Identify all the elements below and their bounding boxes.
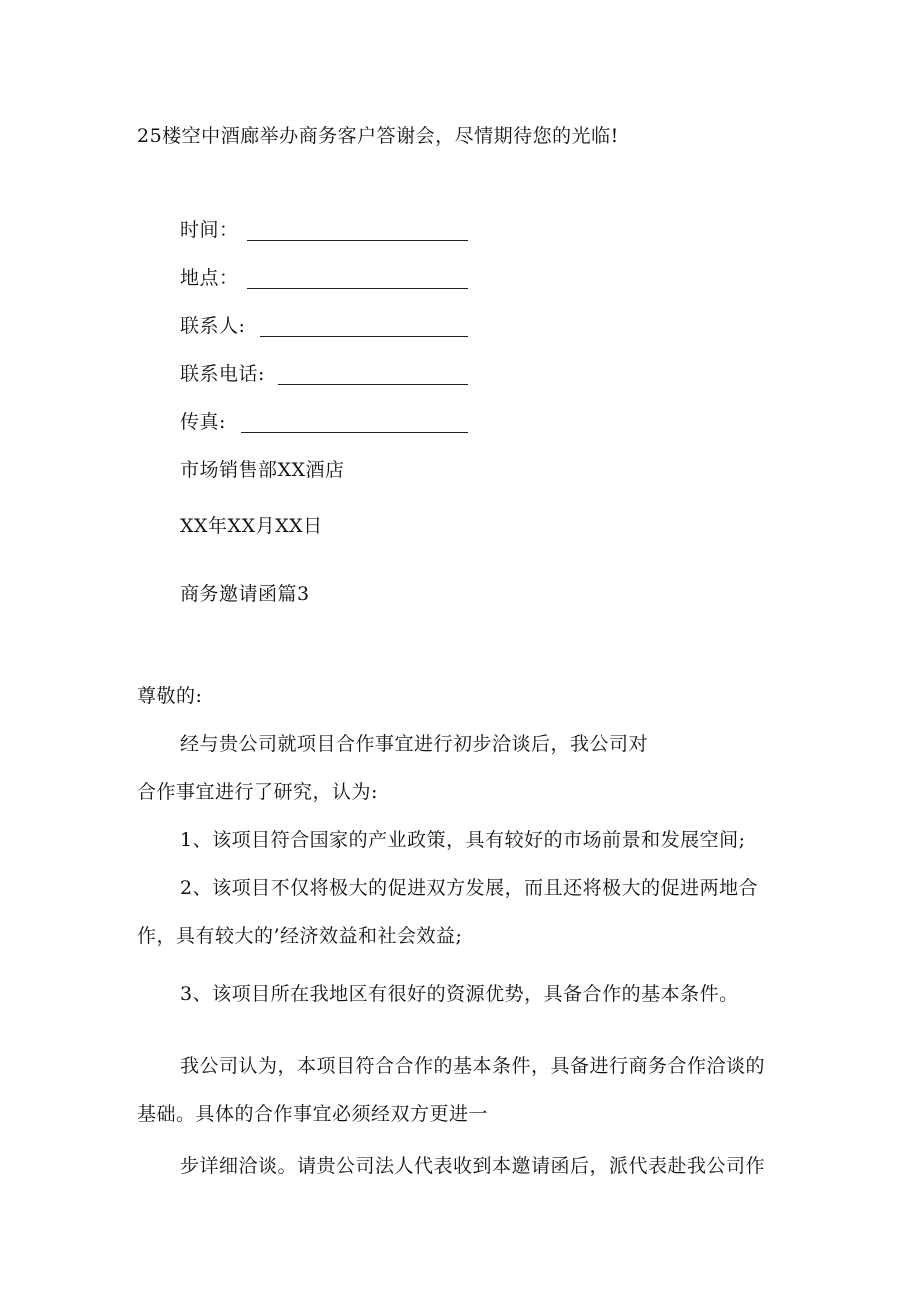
field-time-blank: [247, 240, 468, 241]
field-phone-label: 联系电话:: [180, 363, 265, 385]
field-fax-blank: [241, 432, 468, 433]
letter-item-3: 3、该项目所在我地区有很好的资源优势，具备合作的基本条件。: [180, 983, 739, 1005]
field-location: [180, 266, 239, 290]
field-location-label: 地点：: [180, 267, 239, 289]
field-fax-label: 传真:: [180, 411, 226, 433]
letter-paragraph-3-line-1: 步详细洽谈。请贵公司法人代表收到本邀请函后，派代表赴我公司作: [180, 1155, 766, 1177]
letter-paragraph-1-line-2: 合作事宜进行了研究，认为:: [137, 781, 378, 803]
letter-paragraph-1-line-1: 经与贵公司就项目合作事宜进行初步洽谈后，我公司对: [180, 733, 649, 755]
letter-paragraph-2-line-1: 我公司认为，本项目符合合作的基本条件，具备进行商务合作洽谈的: [180, 1055, 766, 1077]
letter-item-1: 1、该项目符合国家的产业政策，具有较好的市场前景和发展空间;: [180, 829, 746, 851]
signature-date: XX年XX月XX日: [180, 515, 323, 537]
field-location-blank: [247, 288, 468, 289]
letter-item-2-line-1: 2、该项目不仅将极大的促进双方发展，而且还将极大的促进两地合: [180, 877, 759, 899]
letter-salutation: 尊敬的:: [137, 685, 203, 707]
field-contact: [180, 314, 245, 338]
field-fax: [180, 410, 226, 434]
field-time-label: 时间：: [180, 219, 239, 241]
field-phone: [180, 362, 265, 386]
field-time: [180, 218, 239, 242]
field-phone-blank: [278, 384, 468, 385]
letter-paragraph-2-line-2: 基础。具体的合作事宜必须经双方更进一: [137, 1103, 489, 1125]
intro-line: 25楼空中酒廊举办商务客户答谢会，尽情期待您的光临!: [137, 125, 619, 147]
letter-item-2-line-2: 作，具有较大的’经济效益和社会效益;: [137, 925, 463, 947]
field-contact-blank: [260, 336, 468, 337]
section-title: 商务邀请函篇3: [180, 583, 310, 605]
field-contact-label: 联系人:: [180, 315, 246, 337]
signature-org: 市场销售部XX酒店: [180, 459, 345, 481]
